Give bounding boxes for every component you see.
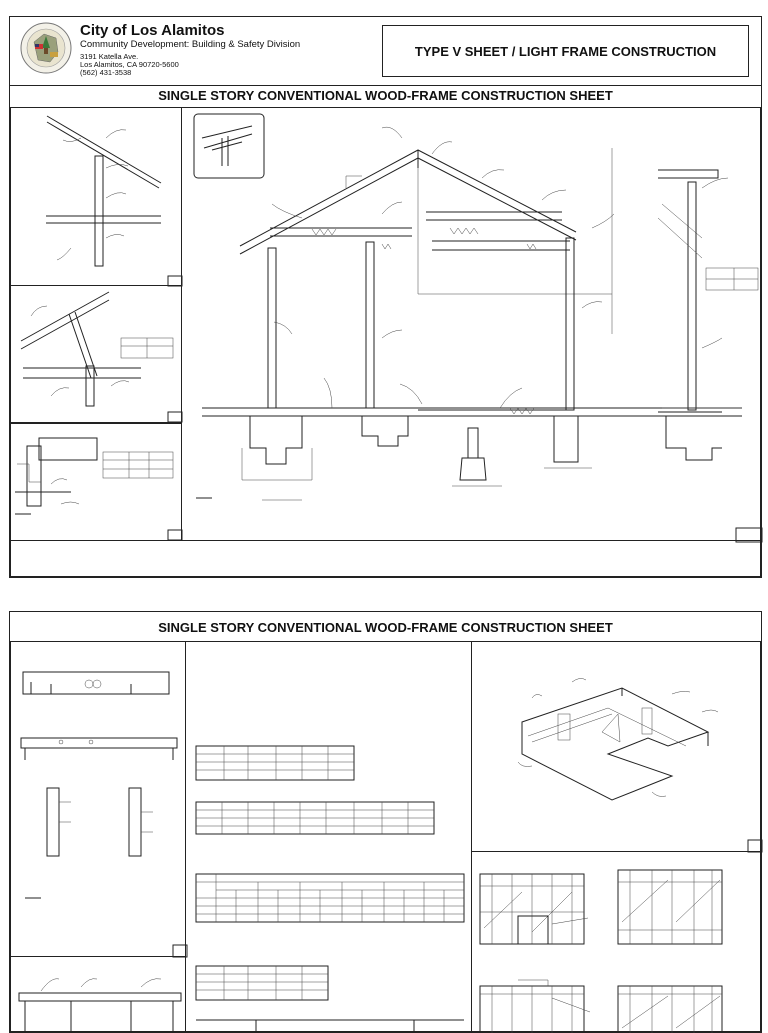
detail-rafter-panel xyxy=(10,285,182,423)
main-section-panel xyxy=(181,107,761,541)
schedule-tables-panel xyxy=(185,641,472,1032)
detail-ridge-panel xyxy=(10,107,182,286)
division-name: Community Development: Building & Safety Division xyxy=(80,39,301,50)
isometric-foundation-panel xyxy=(471,641,761,852)
city-seal-icon xyxy=(20,22,72,74)
rafter-detail-drawing xyxy=(11,286,183,424)
connector-hardware-drawing xyxy=(11,642,187,958)
city-name: City of Los Alamitos xyxy=(80,22,225,39)
ridge-detail-drawing xyxy=(11,108,183,287)
sheet-type-box xyxy=(382,25,749,77)
sheet-title: SINGLE STORY CONVENTIONAL WOOD-FRAME CONSTRUCTION SHEET xyxy=(158,620,613,635)
schedule-tables-drawing xyxy=(186,642,473,1033)
construction-sheet-2 xyxy=(9,611,762,1033)
sheet-title: SINGLE STORY CONVENTIONAL WOOD-FRAME CONSTRUCTION SHEET xyxy=(158,88,613,103)
sheet-header xyxy=(10,17,761,86)
sheet1-notes-strip xyxy=(10,540,761,577)
framing-elevations-panel xyxy=(471,851,761,1032)
isometric-foundation-drawing xyxy=(472,642,762,853)
framing-elevations-drawing xyxy=(472,852,762,1033)
address-street: 3191 Katella Ave. xyxy=(80,52,139,61)
address-city: Los Alamitos, CA 90720-5600 xyxy=(80,60,179,69)
header-beam-drawing xyxy=(11,957,187,1033)
header-detail-panel xyxy=(10,956,186,1032)
sheet-type-label: TYPE V SHEET / LIGHT FRAME CONSTRUCTION xyxy=(414,43,717,59)
phone-number: (562) 431-3538 xyxy=(80,68,132,77)
hardware-details-panel xyxy=(10,641,186,957)
construction-sheet-1 xyxy=(9,16,762,578)
detail-foundation-panel xyxy=(10,423,182,541)
foundation-detail-drawing xyxy=(11,424,183,542)
building-section-drawing xyxy=(182,108,762,542)
